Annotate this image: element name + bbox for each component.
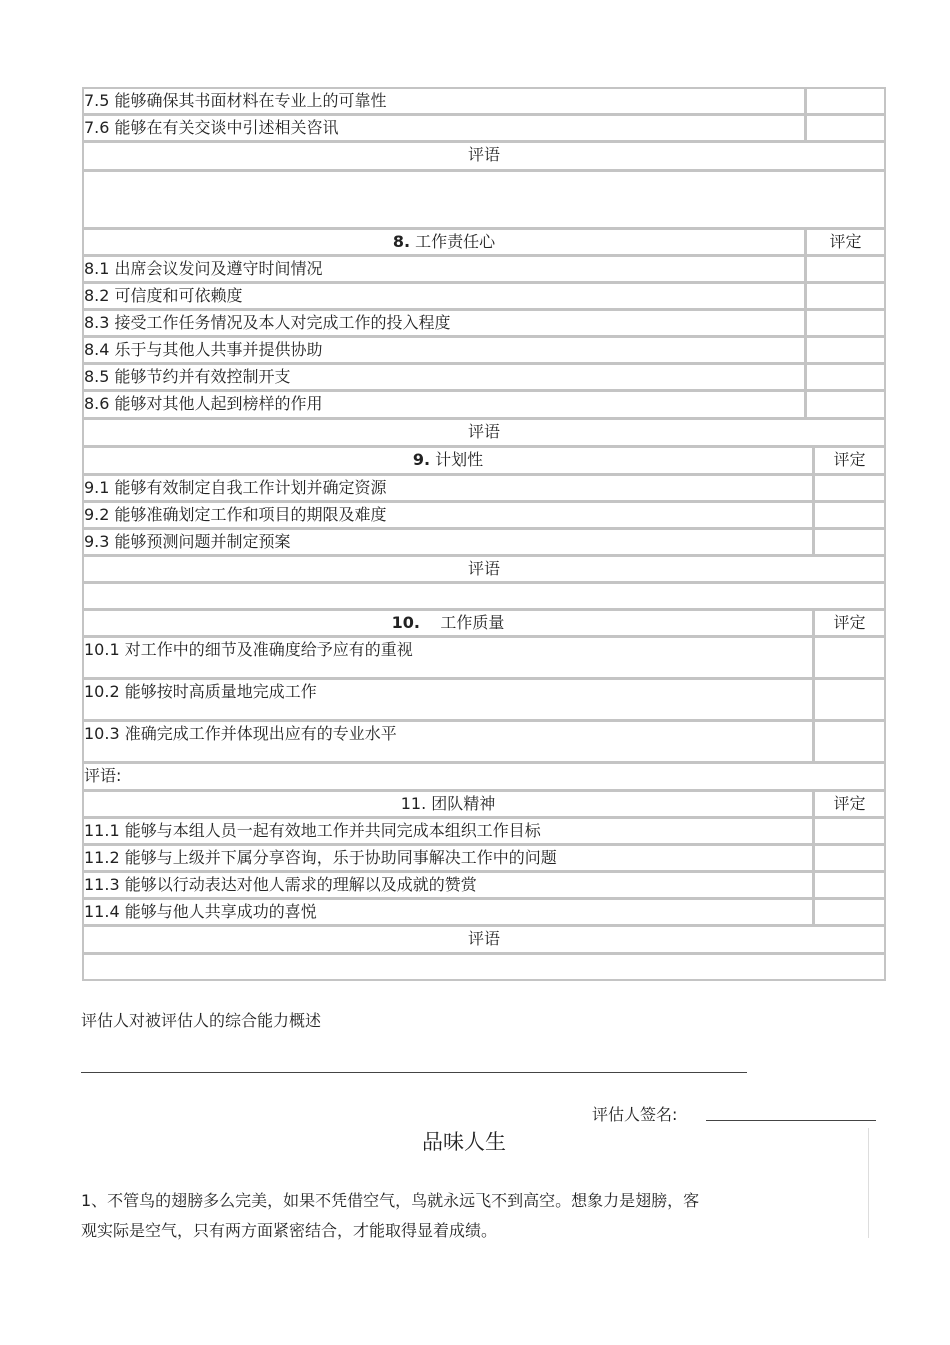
rating-cell-11-1[interactable] bbox=[813, 817, 886, 845]
item-8-4-text: 8.4 乐于与其他人共事并提供协助 bbox=[82, 336, 806, 364]
rating-cell-8-5[interactable] bbox=[805, 363, 886, 391]
comment-label-8: 评语 bbox=[82, 418, 886, 447]
comment-header-11 bbox=[82, 925, 886, 954]
comment-input-7[interactable] bbox=[82, 170, 886, 229]
comment-area-7 bbox=[82, 170, 886, 229]
section-10-header bbox=[82, 609, 886, 637]
essay-title: 品味人生 bbox=[422, 1130, 506, 1154]
section-10-rating-label: 评定 bbox=[813, 609, 886, 637]
rating-cell-9-3[interactable] bbox=[813, 528, 886, 556]
section-9-header bbox=[82, 446, 886, 475]
item-10-1-text: 10.1 对工作中的细节及准确度给予应有的重视 bbox=[82, 636, 814, 679]
rating-cell-10-1[interactable] bbox=[813, 636, 886, 679]
item-9-3-text: 9.3 能够预测问题并制定预案 bbox=[82, 528, 814, 556]
section-10-title bbox=[82, 609, 814, 637]
item-8-2-text: 8.2 可信度和可依赖度 bbox=[82, 282, 806, 310]
comment-header-8 bbox=[82, 418, 886, 447]
rating-cell-8-3[interactable] bbox=[805, 309, 886, 337]
row-11-1 bbox=[82, 817, 886, 845]
comment-label-7: 评语 bbox=[82, 141, 886, 171]
row-8-1 bbox=[82, 255, 886, 283]
comment-row-10 bbox=[82, 762, 886, 791]
row-8-5 bbox=[82, 363, 886, 391]
rating-cell-8-6[interactable] bbox=[805, 390, 886, 419]
section-9-num: 9. bbox=[412, 450, 431, 469]
item-11-4-text: 11.4 能够与他人共享成功的喜悦 bbox=[82, 898, 814, 926]
row-11-4 bbox=[82, 898, 886, 926]
section-9-title-text: 计划性 bbox=[435, 450, 484, 469]
row-7-6 bbox=[82, 114, 886, 142]
item-8-1-text: 8.1 出席会议发问及遵守时间情况 bbox=[82, 255, 806, 283]
row-9-1 bbox=[82, 474, 886, 502]
comment-label-11: 评语 bbox=[82, 925, 886, 954]
page-edge-line bbox=[868, 1128, 869, 1238]
row-11-2 bbox=[82, 844, 886, 872]
rating-cell-11-3[interactable] bbox=[813, 871, 886, 899]
comment-input-9[interactable] bbox=[82, 582, 886, 610]
item-8-6-text: 8.6 能够对其他人起到榜样的作用 bbox=[82, 390, 806, 419]
item-11-2-text: 11.2 能够与上级并下属分享咨询，乐于协助同事解决工作中的问题 bbox=[82, 844, 814, 872]
rating-cell-10-2[interactable] bbox=[813, 678, 886, 721]
section-11-rating-label: 评定 bbox=[813, 790, 886, 818]
section-8-title bbox=[82, 228, 806, 256]
comment-area-11 bbox=[82, 953, 886, 981]
summary-label: 评估人对被评估人的综合能力概述 bbox=[81, 1011, 322, 1030]
rating-cell-10-3[interactable] bbox=[813, 720, 886, 763]
section-10-num: 10. bbox=[391, 613, 420, 632]
row-8-6 bbox=[82, 390, 886, 419]
section-8-header bbox=[82, 228, 886, 256]
item-9-1-text: 9.1 能够有效制定自我工作计划并确定资源 bbox=[82, 474, 814, 502]
row-9-2 bbox=[82, 501, 886, 529]
section-9-title bbox=[82, 446, 814, 475]
item-10-2-text: 10.2 能够按时高质量地完成工作 bbox=[82, 678, 814, 721]
row-8-2 bbox=[82, 282, 886, 310]
section-8-rating-label: 评定 bbox=[805, 228, 886, 256]
section-8-num: 8. bbox=[392, 232, 411, 251]
section-11-title: 11. 团队精神 bbox=[82, 790, 814, 818]
item-9-2-text: 9.2 能够准确划定工作和项目的期限及难度 bbox=[82, 501, 814, 529]
essay-para1-line2: 观实际是空气，只有两方面紧密结合，才能取得显着成绩。 bbox=[81, 1221, 498, 1240]
essay-para1-line1: 1、不管鸟的翅膀多么完美，如果不凭借空气，鸟就永远飞不到高空。想象力是翅膀，客 bbox=[81, 1191, 700, 1210]
item-8-5-text: 8.5 能够节约并有效控制开支 bbox=[82, 363, 806, 391]
item-7-5-text: 7.5 能够确保其书面材料在专业上的可靠性 bbox=[82, 87, 806, 115]
row-7-5 bbox=[82, 87, 886, 115]
rating-cell-8-2[interactable] bbox=[805, 282, 886, 310]
rating-cell-7-6[interactable] bbox=[805, 114, 886, 142]
summary-line[interactable] bbox=[81, 1072, 747, 1073]
comment-header-7 bbox=[82, 141, 886, 171]
comment-label-10[interactable]: 评语: bbox=[82, 762, 886, 791]
comment-label-9: 评语 bbox=[82, 555, 886, 583]
signature-line[interactable] bbox=[706, 1120, 876, 1121]
item-10-3-text: 10.3 准确完成工作并体现出应有的专业水平 bbox=[82, 720, 814, 763]
rating-cell-8-4[interactable] bbox=[805, 336, 886, 364]
item-7-6-text: 7.6 能够在有关交谈中引述相关咨讯 bbox=[82, 114, 806, 142]
item-11-1-text: 11.1 能够与本组人员一起有效地工作并共同完成本组织工作目标 bbox=[82, 817, 814, 845]
rating-cell-8-1[interactable] bbox=[805, 255, 886, 283]
row-10-2 bbox=[82, 678, 886, 721]
rating-cell-9-1[interactable] bbox=[813, 474, 886, 502]
row-8-4 bbox=[82, 336, 886, 364]
rating-cell-11-4[interactable] bbox=[813, 898, 886, 926]
rating-cell-11-2[interactable] bbox=[813, 844, 886, 872]
section-10-title-text: 工作质量 bbox=[440, 613, 505, 632]
row-11-3 bbox=[82, 871, 886, 899]
signature-label: 评估人签名: bbox=[592, 1105, 678, 1124]
row-10-3 bbox=[82, 720, 886, 763]
rating-cell-9-2[interactable] bbox=[813, 501, 886, 529]
row-8-3 bbox=[82, 309, 886, 337]
section-9-rating-label: 评定 bbox=[813, 446, 886, 475]
row-10-1 bbox=[82, 636, 886, 679]
comment-header-9 bbox=[82, 555, 886, 583]
item-11-3-text: 11.3 能够以行动表达对他人需求的理解以及成就的赞赏 bbox=[82, 871, 814, 899]
section-11-header bbox=[82, 790, 886, 818]
comment-input-11[interactable] bbox=[82, 953, 886, 981]
section-8-title-text: 工作责任心 bbox=[415, 232, 496, 251]
item-8-3-text: 8.3 接受工作任务情况及本人对完成工作的投入程度 bbox=[82, 309, 806, 337]
comment-area-9 bbox=[82, 582, 886, 610]
row-9-3 bbox=[82, 528, 886, 556]
rating-cell-7-5[interactable] bbox=[805, 87, 886, 115]
